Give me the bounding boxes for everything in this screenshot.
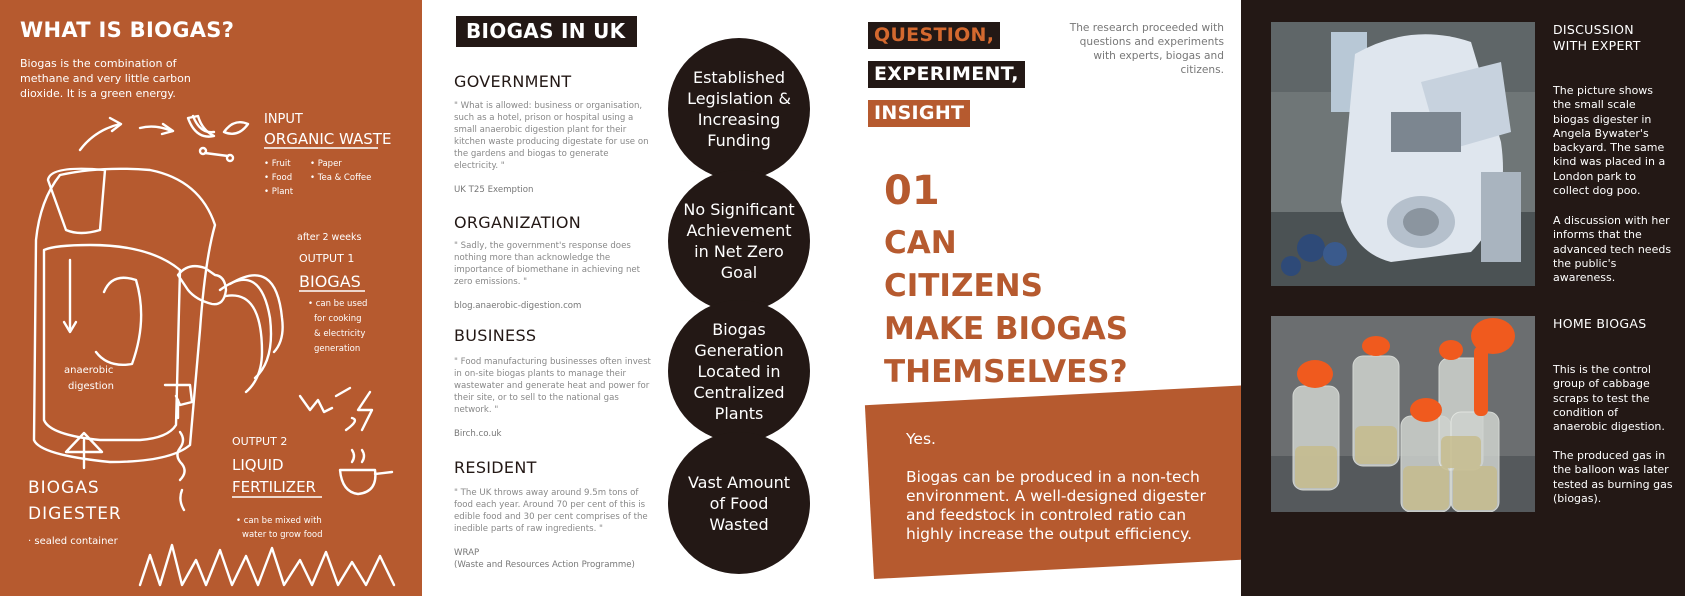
output2-note-2: water to grow food <box>242 530 323 540</box>
block-text-home-1: This is the control group of cabbage scraps to test the condition of anaerobic digestion. <box>1553 363 1665 434</box>
section-quote-resident: " The UK throws away around 9.5m tons of food each year. Around 70 per cent of this is edible food and 30 per cent comprises of the inedible parts of raw ingredients. " <box>454 488 648 534</box>
block-text-expert-2: A discussion with her informs that the advanced tech needs the public's awareness. <box>1553 214 1672 285</box>
section-source-organization: blog.anaerobic-digestion.com <box>454 301 582 311</box>
section-quote-business: " Food manufacturing businesses often invest in on-site biogas plants to manage their wastewater and generate heat and power for their site, or to sell to the national gas network. " <box>454 357 651 415</box>
section-heading-organization: ORGANIZATION <box>454 213 582 232</box>
block-heading-expert: DISCUSSION WITH EXPERT <box>1553 22 1641 53</box>
question-line: THEMSELVES? <box>884 354 1128 390</box>
input-item-paper: • Paper <box>310 159 342 169</box>
input-item-food: • Food <box>264 173 293 183</box>
input-label: INPUT <box>264 112 303 127</box>
panel-question-experiment <box>838 0 1241 596</box>
question-text <box>884 222 1128 394</box>
output2-note-1: • can be mixed with <box>236 516 322 526</box>
section-source-business: Birch.co.uk <box>454 429 502 439</box>
digester-note: · sealed container <box>28 536 118 547</box>
block-heading-home: HOME BIOGAS <box>1553 316 1647 331</box>
input-item-tea: • Tea & Coffee <box>310 173 372 183</box>
section-quote-government: " What is allowed: business or organisation, such as a hotel, prison or hospital using a small anaerobic digestion plant for their kitchen waste producing digestate for use on the gardens and biogas to generate electricity. " <box>454 101 649 171</box>
output1-note-3: & electricity <box>314 329 366 339</box>
circle-business: Biogas Generation Located in Centralized Plants <box>668 300 810 442</box>
question-number: 01 <box>884 168 940 214</box>
tag-insight: INSIGHT <box>868 100 970 127</box>
circle-government: Established Legislation & Increasing Funding <box>668 38 810 180</box>
output1-note-1: • can be used <box>308 299 368 309</box>
answer-text <box>906 430 1228 563</box>
research-note: The research proceeded with questions and experiments with experts, biogas and citizens. <box>1069 22 1224 76</box>
panel-what-is-biogas <box>0 0 422 596</box>
panel-biogas-in-uk <box>422 0 838 596</box>
biogas-digester-sketch <box>0 0 422 596</box>
section-source-resident: WRAP (Waste and Resources Action Programme) <box>454 548 635 570</box>
output1-title: BIOGAS <box>299 272 361 291</box>
section-source-government: UK T25 Exemption <box>454 185 534 195</box>
panel-title: WHAT IS BIOGAS? <box>20 18 235 42</box>
panel-title: BIOGAS IN UK <box>456 16 637 47</box>
output1-label: OUTPUT 1 <box>299 252 355 265</box>
output2-label: OUTPUT 2 <box>232 435 288 448</box>
timing-note: after 2 weeks <box>297 232 362 243</box>
circle-organization: No Significant Achievement in Net Zero Goal <box>668 170 810 312</box>
question-line: CAN <box>884 225 957 261</box>
input-title: ORGANIC WASTE <box>264 130 392 148</box>
block-text-expert-1: The picture shows the small scale biogas digester in Angela Bywater's backyard. The same kind was placed in a London park to collect dog poo. <box>1553 84 1666 198</box>
section-heading-resident: RESIDENT <box>454 458 537 477</box>
answer-lead: Yes. <box>906 430 936 448</box>
input-item-fruit: • Fruit <box>264 159 291 169</box>
tag-experiment: EXPERIMENT, <box>868 61 1025 88</box>
output1-note-2: for cooking <box>314 314 362 324</box>
photo-biogas-digester <box>1271 22 1535 286</box>
answer-body: Biogas can be produced in a non-tech environment. A well-designed digester and feedstock in controled ratio can highly increase the output efficiency. <box>906 468 1206 543</box>
output2-title-1: LIQUID <box>232 456 284 474</box>
question-line: MAKE BIOGAS <box>884 311 1129 347</box>
output1-note-4: generation <box>314 344 361 354</box>
tag-question: QUESTION, <box>868 22 1000 49</box>
digester-title-1: BIOGAS <box>28 478 100 498</box>
section-heading-government: GOVERNMENT <box>454 72 572 91</box>
input-item-plant: • Plant <box>264 187 294 197</box>
process-label-2: digestion <box>68 381 114 392</box>
intro-text: Biogas is the combination of methane and very little carbon dioxide. It is a green energy. <box>20 57 191 100</box>
output2-title-2: FERTILIZER <box>232 478 316 496</box>
panel-experiments <box>1241 0 1685 596</box>
block-text-home-2: The produced gas in the balloon was later tested as burning gas (biogas). <box>1553 449 1673 505</box>
circle-resident: Vast Amount of Food Wasted <box>668 432 810 574</box>
photo-home-biogas-bottles <box>1271 316 1535 512</box>
section-quote-organization: " Sadly, the government's response does nothing more than acknowledge the importance of biomethane in achieving net zero emissions. " <box>454 241 641 287</box>
question-line: CITIZENS <box>884 268 1043 304</box>
section-heading-business: BUSINESS <box>454 326 537 345</box>
digester-title-2: DIGESTER <box>28 504 122 524</box>
process-label-1: anaerobic <box>64 365 114 376</box>
